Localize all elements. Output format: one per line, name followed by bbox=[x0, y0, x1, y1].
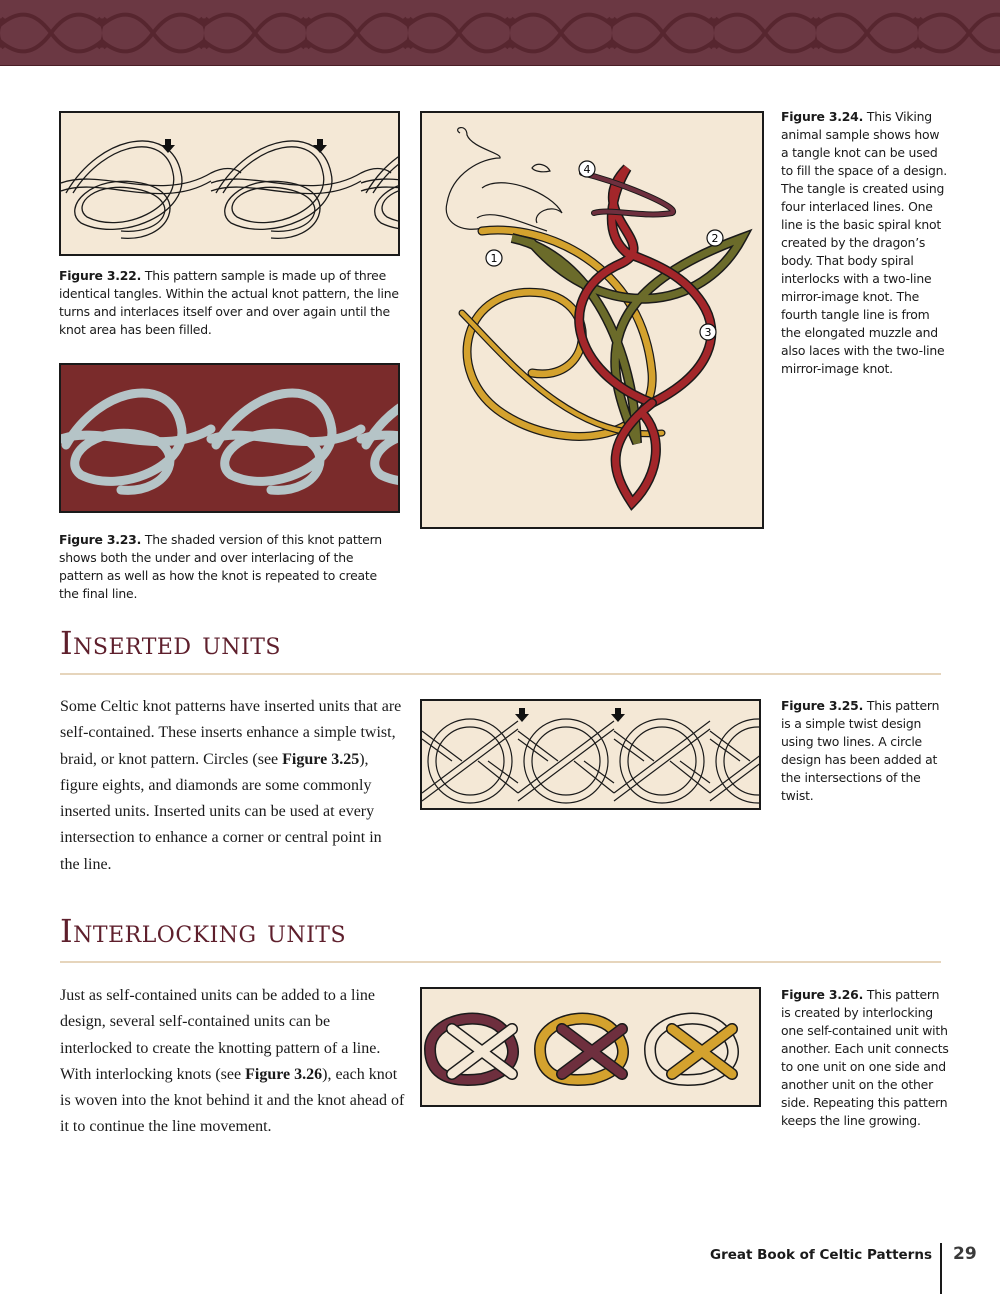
marker-3-icon bbox=[700, 324, 716, 340]
figure-reference: Figure 3.25 bbox=[282, 750, 360, 768]
arrow-down-icon bbox=[515, 708, 529, 722]
svg-text:1: 1 bbox=[490, 252, 498, 265]
footer-book-title: Great Book of Celtic Patterns bbox=[709, 1247, 932, 1263]
figure-3-24-caption: Figure 3.24. This Viking animal sample shows how a tangle knot can be used to fill the space of a design. The tangle is created using four interlaced lines. One line is the basic spiral knot created by the dragon’s body. That body spiral interlocks with a two-line mirror-image knot. The fourth tangle line is from the elongated muzzle and also laces with the two-line mirror-image knot. bbox=[781, 109, 948, 376]
figure-reference: Figure 3.26 bbox=[245, 1065, 323, 1083]
figure-label: Figure 3.25. bbox=[781, 698, 864, 713]
marker-4-icon bbox=[579, 161, 595, 177]
section-heading-interlocking-units: Interlocking units bbox=[60, 912, 347, 950]
svg-text:4: 4 bbox=[583, 163, 591, 176]
figure-label: Figure 3.26. bbox=[781, 987, 864, 1002]
marker-2-icon bbox=[707, 230, 723, 246]
section-divider bbox=[60, 961, 941, 963]
interlocking-units-body: Just as self-contained units can be added to a line design, several self-contained units can be interlocked to create the knotting pattern of a line. With interlocking knots (see Figure 3.26), each knot is woven into the knot behind it and the knot ahead of it to continue the line movement. bbox=[60, 987, 405, 1136]
celtic-border-pattern-icon bbox=[0, 8, 1000, 58]
section-divider bbox=[60, 673, 941, 675]
figure-3-25-image bbox=[420, 699, 761, 810]
arrow-down-icon bbox=[313, 139, 327, 153]
figure-label: Figure 3.24. bbox=[781, 109, 864, 124]
figure-label: Figure 3.22. bbox=[59, 268, 142, 283]
svg-text:3: 3 bbox=[704, 326, 712, 339]
figure-3-26-caption: Figure 3.26. This pattern is created by interlocking one self-contained unit with another. Each unit connects to one unit on one side and another unit on the other side. Repeating this pattern keeps the line growing. bbox=[781, 987, 949, 1128]
figure-3-24-image bbox=[420, 111, 764, 529]
figure-3-23-image bbox=[59, 363, 400, 513]
arrow-down-icon bbox=[611, 708, 625, 722]
arrow-down-icon bbox=[161, 139, 175, 153]
footer-divider bbox=[940, 1243, 942, 1294]
inserted-units-body: Some Celtic knot patterns have inserted units that are self-contained. These inserts enhance a simple twist, braid, or knot pattern. Circles (see Figure 3.25), figure eights, and diamonds are some commonly inserted units. Inserted units can be used at every intersection to enhance a corner or central point in the line. bbox=[60, 698, 402, 873]
figure-label: Figure 3.23. bbox=[59, 532, 142, 547]
header-decorative-band bbox=[0, 0, 1000, 66]
figure-3-22-image bbox=[59, 111, 400, 256]
svg-text:2: 2 bbox=[711, 232, 719, 245]
page-number: 29 bbox=[953, 1244, 977, 1264]
figure-3-26-image bbox=[420, 987, 761, 1107]
figure-3-25-caption: Figure 3.25. This pattern is a simple twist design using two lines. A circle design has been added at the intersections of the twist. bbox=[781, 698, 940, 803]
figure-3-23-caption: Figure 3.23. The shaded version of this knot pattern shows both the under and over interlacing of the pattern as well as how the knot is repeated to create the final line. bbox=[59, 532, 382, 601]
figure-3-22-caption: Figure 3.22. This pattern sample is made up of three identical tangles. Within the actual knot pattern, the line turns and interlaces itself over and over again until the knot area has been filled. bbox=[59, 268, 399, 337]
section-heading-inserted-units: Inserted units bbox=[60, 624, 281, 662]
marker-1-icon bbox=[486, 250, 502, 266]
